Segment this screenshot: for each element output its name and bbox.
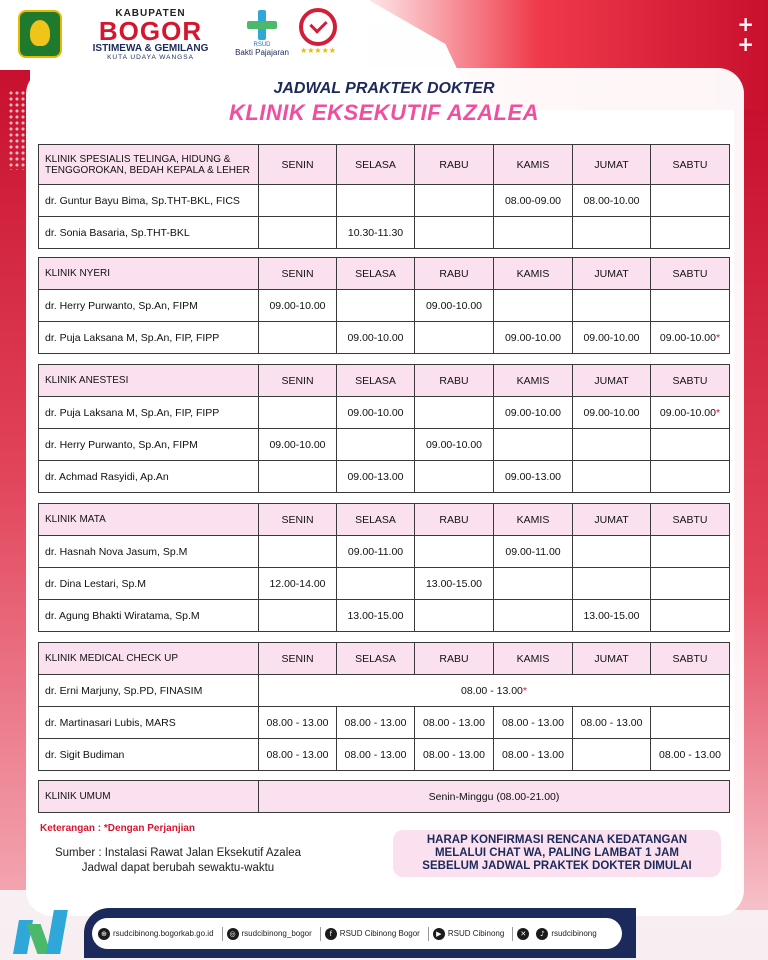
schedule-cell <box>651 707 730 739</box>
schedule-cell <box>259 536 337 568</box>
facebook-icon: f <box>325 928 337 940</box>
footer-separator <box>320 927 321 941</box>
schedule-cell: 08.00 - 13.00 <box>494 707 573 739</box>
day-header-senin: SENIN <box>259 504 337 536</box>
schedule-cell: 13.00-15.00 <box>337 600 415 632</box>
schedule-cell <box>573 568 651 600</box>
umum-schedule: Senin-Minggu (08.00-21.00) <box>259 781 730 813</box>
doctor-name: dr. Erni Marjuny, Sp.PD, FINASIM <box>39 675 259 707</box>
schedule-cell <box>259 600 337 632</box>
notice-line: MELALUI CHAT WA, PALING LAMBAT 1 JAM <box>434 847 680 859</box>
notice-line: HARAP KONFIRMASI RENCANA KEDATANGAN <box>426 834 688 846</box>
day-header-jumat: JUMAT <box>573 258 651 290</box>
doctor-name: dr. Sigit Budiman <box>39 739 259 771</box>
logo-header <box>0 0 370 70</box>
day-header-rabu: RABU <box>415 643 494 675</box>
rsud-bakti-pajajaran-logo <box>234 8 290 57</box>
schedule-cell: 08.00 - 13.00 <box>337 739 415 771</box>
schedule-cell <box>494 429 573 461</box>
schedule-cell <box>573 429 651 461</box>
globe-icon: ⊕ <box>98 928 110 940</box>
clinic-header-row <box>39 365 730 397</box>
schedule-cell: 09.00-13.00 <box>337 461 415 493</box>
schedule-cell <box>651 600 730 632</box>
kabupaten-bogor-logo <box>68 8 233 61</box>
footer-link[interactable] <box>325 928 420 940</box>
doctor-row <box>39 739 730 771</box>
doctor-name: dr. Dina Lestari, Sp.M <box>39 568 259 600</box>
schedule-cell: 08.00 - 13.00* <box>259 675 730 707</box>
clinic-umum-row <box>39 781 730 813</box>
day-header-senin: SENIN <box>259 258 337 290</box>
schedule-cell: 08.00 - 13.00 <box>337 707 415 739</box>
clinic-table <box>38 364 730 493</box>
doctor-row <box>39 536 730 568</box>
source-note <box>42 846 314 876</box>
schedule-cell <box>573 217 651 249</box>
doctor-row <box>39 675 730 707</box>
schedule-cell <box>259 185 337 217</box>
quality-seal-logo <box>294 8 342 55</box>
footer-link[interactable] <box>98 928 214 940</box>
schedule-cell <box>259 322 337 354</box>
day-header-kamis: KAMIS <box>494 365 573 397</box>
schedule-cell <box>573 739 651 771</box>
day-header-selasa: SELASA <box>337 258 415 290</box>
schedule-cell: 09.00-10.00 <box>415 429 494 461</box>
schedule-cell: 08.00 - 13.00 <box>651 739 730 771</box>
schedule-cell: 09.00-10.00* <box>651 322 730 354</box>
footer-separator <box>428 927 429 941</box>
day-header-jumat: JUMAT <box>573 145 651 185</box>
schedule-cell <box>337 429 415 461</box>
doctor-name: dr. Guntur Bayu Bima, Sp.THT-BKL, FICS <box>39 185 259 217</box>
footer-link-label: RSUD Cibinong Bogor <box>339 929 420 938</box>
schedule-cell <box>494 600 573 632</box>
schedule-cell <box>573 461 651 493</box>
confirmation-notice <box>393 830 721 877</box>
kabupaten-label: KABUPATEN <box>115 8 186 19</box>
schedule-cell <box>337 185 415 217</box>
doctor-name: dr. Puja Laksana M, Sp.An, FIP, FIPP <box>39 322 259 354</box>
doctor-name: dr. Sonia Basaria, Sp.THT-BKL <box>39 217 259 249</box>
schedule-cell: 08.00-09.00 <box>494 185 573 217</box>
day-header-kamis: KAMIS <box>494 643 573 675</box>
schedule-cell: 09.00-13.00 <box>494 461 573 493</box>
schedule-cell <box>337 290 415 322</box>
footer-link[interactable] <box>517 928 532 940</box>
appointment-star: * <box>715 331 721 344</box>
schedule-cell <box>651 290 730 322</box>
doctor-name: dr. Achmad Rasyidi, Ap.An <box>39 461 259 493</box>
schedule-cell <box>415 600 494 632</box>
doctor-name: dr. Hasnah Nova Jasum, Sp.M <box>39 536 259 568</box>
kabupaten-bogor-emblem-icon <box>18 10 62 58</box>
clinic-table <box>38 642 730 771</box>
doctor-name: dr. Agung Bhakti Wiratama, Sp.M <box>39 600 259 632</box>
instagram-icon: ◎ <box>227 928 239 940</box>
clinic-name: KLINIK SPESIALIS TELINGA, HIDUNG & TENGGOROKAN, BEDAH KEPALA & LEHER <box>39 145 259 185</box>
schedule-cell <box>259 217 337 249</box>
day-header-jumat: JUMAT <box>573 643 651 675</box>
day-header-senin: SENIN <box>259 365 337 397</box>
schedule-cell: 09.00-11.00 <box>494 536 573 568</box>
clinic-header-row <box>39 504 730 536</box>
schedule-cell: 08.00 - 13.00 <box>259 739 337 771</box>
schedule-cell: 13.00-15.00 <box>415 568 494 600</box>
schedule-cell: 09.00-10.00 <box>337 397 415 429</box>
check-seal-icon <box>299 8 337 46</box>
page-title: JADWAL PRAKTEK DOKTER <box>273 80 495 97</box>
doctor-row <box>39 397 730 429</box>
clinic-table <box>38 257 730 354</box>
doctor-row <box>39 600 730 632</box>
clinic-header-row <box>39 145 730 185</box>
day-header-senin: SENIN <box>259 145 337 185</box>
doctor-row <box>39 185 730 217</box>
footer-link[interactable] <box>227 928 312 940</box>
motto-label: KUTA UDAYA WANGSA <box>107 54 194 61</box>
schedule-cell <box>415 322 494 354</box>
schedule-cell <box>337 568 415 600</box>
doctor-row <box>39 429 730 461</box>
schedule-cell: 09.00-10.00 <box>573 397 651 429</box>
schedule-cell: 13.00-15.00 <box>573 600 651 632</box>
footer-link-label: rsudcibinong <box>551 929 597 938</box>
schedule-cell <box>259 397 337 429</box>
footer-link[interactable] <box>433 928 504 940</box>
day-header-sabtu: SABTU <box>651 258 730 290</box>
schedule-cell: 09.00-10.00 <box>415 290 494 322</box>
footer-link[interactable] <box>536 928 596 940</box>
sumber-text: Sumber : Instalasi Rawat Jalan Eksekutif Azalea <box>54 847 302 859</box>
schedule-cell: 09.00-10.00* <box>651 397 730 429</box>
notice-line: SEBELUM JADWAL PRAKTEK DOKTER DIMULAI <box>422 860 692 872</box>
clinic-header-row <box>39 643 730 675</box>
day-header-sabtu: SABTU <box>651 643 730 675</box>
schedule-cell: 09.00-10.00 <box>494 322 573 354</box>
schedule-cell: 08.00 - 13.00 <box>415 707 494 739</box>
doctor-name: dr. Herry Purwanto, Sp.An, FIPM <box>39 290 259 322</box>
schedule-cell <box>494 568 573 600</box>
schedule-cell: 08.00-10.00 <box>573 185 651 217</box>
day-header-selasa: SELASA <box>337 365 415 397</box>
schedule-cell <box>415 461 494 493</box>
schedule-cell <box>415 536 494 568</box>
schedule-cell: 08.00 - 13.00 <box>415 739 494 771</box>
day-header-sabtu: SABTU <box>651 504 730 536</box>
clinic-umum-table <box>38 780 730 813</box>
schedule-cell: 08.00 - 13.00 <box>494 739 573 771</box>
day-header-senin: SENIN <box>259 643 337 675</box>
day-header-selasa: SELASA <box>337 145 415 185</box>
doctor-name: dr. Herry Purwanto, Sp.An, FIPM <box>39 429 259 461</box>
clinic-name: KLINIK MEDICAL CHECK UP <box>39 643 259 675</box>
doctor-row <box>39 707 730 739</box>
day-header-kamis: KAMIS <box>494 145 573 185</box>
day-header-rabu: RABU <box>415 365 494 397</box>
clinic-name: KLINIK NYERI <box>39 258 259 290</box>
schedule-cell <box>573 290 651 322</box>
day-header-selasa: SELASA <box>337 643 415 675</box>
day-header-kamis: KAMIS <box>494 504 573 536</box>
footer-link-label: rsudcibinong.bogorkab.go.id <box>113 929 214 938</box>
page-subtitle: KLINIK EKSEKUTIF AZALEA <box>228 100 540 125</box>
doctor-row <box>39 461 730 493</box>
berubah-text: Jadwal dapat berubah sewaktu-waktu <box>81 862 275 874</box>
schedule-cell <box>573 536 651 568</box>
doctor-name: dr. Puja Laksana M, Sp.An, FIP, FIPP <box>39 397 259 429</box>
schedule-cell <box>651 461 730 493</box>
footer-separator <box>512 927 513 941</box>
day-header-sabtu: SABTU <box>651 365 730 397</box>
schedule-cell <box>651 185 730 217</box>
schedule-cell <box>651 217 730 249</box>
bogor-label: BOGOR <box>98 16 203 46</box>
schedule-cell: 09.00-10.00 <box>337 322 415 354</box>
doctor-name: dr. Martinasari Lubis, MARS <box>39 707 259 739</box>
doctor-row <box>39 568 730 600</box>
schedule-cell <box>651 429 730 461</box>
day-header-jumat: JUMAT <box>573 365 651 397</box>
day-header-kamis: KAMIS <box>494 258 573 290</box>
schedule-cell: 08.00 - 13.00 <box>573 707 651 739</box>
schedule-cell: 09.00-11.00 <box>337 536 415 568</box>
schedule-cell: 09.00-10.00 <box>259 429 337 461</box>
rsud-name-label: Bakti Pajajaran <box>235 48 289 57</box>
day-header-rabu: RABU <box>415 145 494 185</box>
clinic-name: KLINIK UMUM <box>39 781 259 813</box>
doctor-row <box>39 322 730 354</box>
keterangan-note: Keterangan : *Dengan Perjanjian <box>40 823 196 834</box>
schedule-cell <box>415 185 494 217</box>
schedule-cell: 09.00-10.00 <box>573 322 651 354</box>
x-icon: ✕ <box>517 928 529 940</box>
m-brand-logo-icon <box>16 906 68 954</box>
tiktok-icon: ♪ <box>536 928 548 940</box>
schedule-cell <box>651 536 730 568</box>
schedule-cell <box>651 568 730 600</box>
day-header-rabu: RABU <box>415 258 494 290</box>
footer-link-label: rsudcibinong_bogor <box>241 929 312 938</box>
day-header-rabu: RABU <box>415 504 494 536</box>
day-header-selasa: SELASA <box>337 504 415 536</box>
day-header-sabtu: SABTU <box>651 145 730 185</box>
youtube-icon: ▶ <box>433 928 445 940</box>
day-header-jumat: JUMAT <box>573 504 651 536</box>
schedule-cell <box>494 217 573 249</box>
clinic-table <box>38 503 730 632</box>
clinic-header-row <box>39 258 730 290</box>
schedule-cell: 09.00-10.00 <box>494 397 573 429</box>
appointment-star: * <box>522 684 527 697</box>
schedule-cell <box>259 461 337 493</box>
social-links <box>92 918 622 949</box>
clinic-name: KLINIK MATA <box>39 504 259 536</box>
footer-separator <box>222 927 223 941</box>
schedule-cell: 12.00-14.00 <box>259 568 337 600</box>
appointment-star: * <box>715 406 721 419</box>
medical-cross-icon <box>245 8 279 42</box>
schedule-cell <box>415 397 494 429</box>
plus-icon: + <box>737 32 754 56</box>
rating-stars: ★★★★★ <box>300 46 336 55</box>
clinic-table <box>38 144 730 249</box>
schedule-cell <box>415 217 494 249</box>
schedule-cell: 09.00-10.00 <box>259 290 337 322</box>
plus-icon: + <box>737 12 754 36</box>
doctor-row <box>39 290 730 322</box>
rsud-label: RSUD <box>253 42 271 48</box>
tagline-label: ISTIMEWA & GEMILANG <box>92 43 209 54</box>
clinic-name: KLINIK ANESTESI <box>39 365 259 397</box>
doctor-row <box>39 217 730 249</box>
schedule-cell: 10.30-11.30 <box>337 217 415 249</box>
schedule-cell: 08.00 - 13.00 <box>259 707 337 739</box>
schedule-cell <box>494 290 573 322</box>
footer-link-label: RSUD Cibinong <box>447 929 505 938</box>
